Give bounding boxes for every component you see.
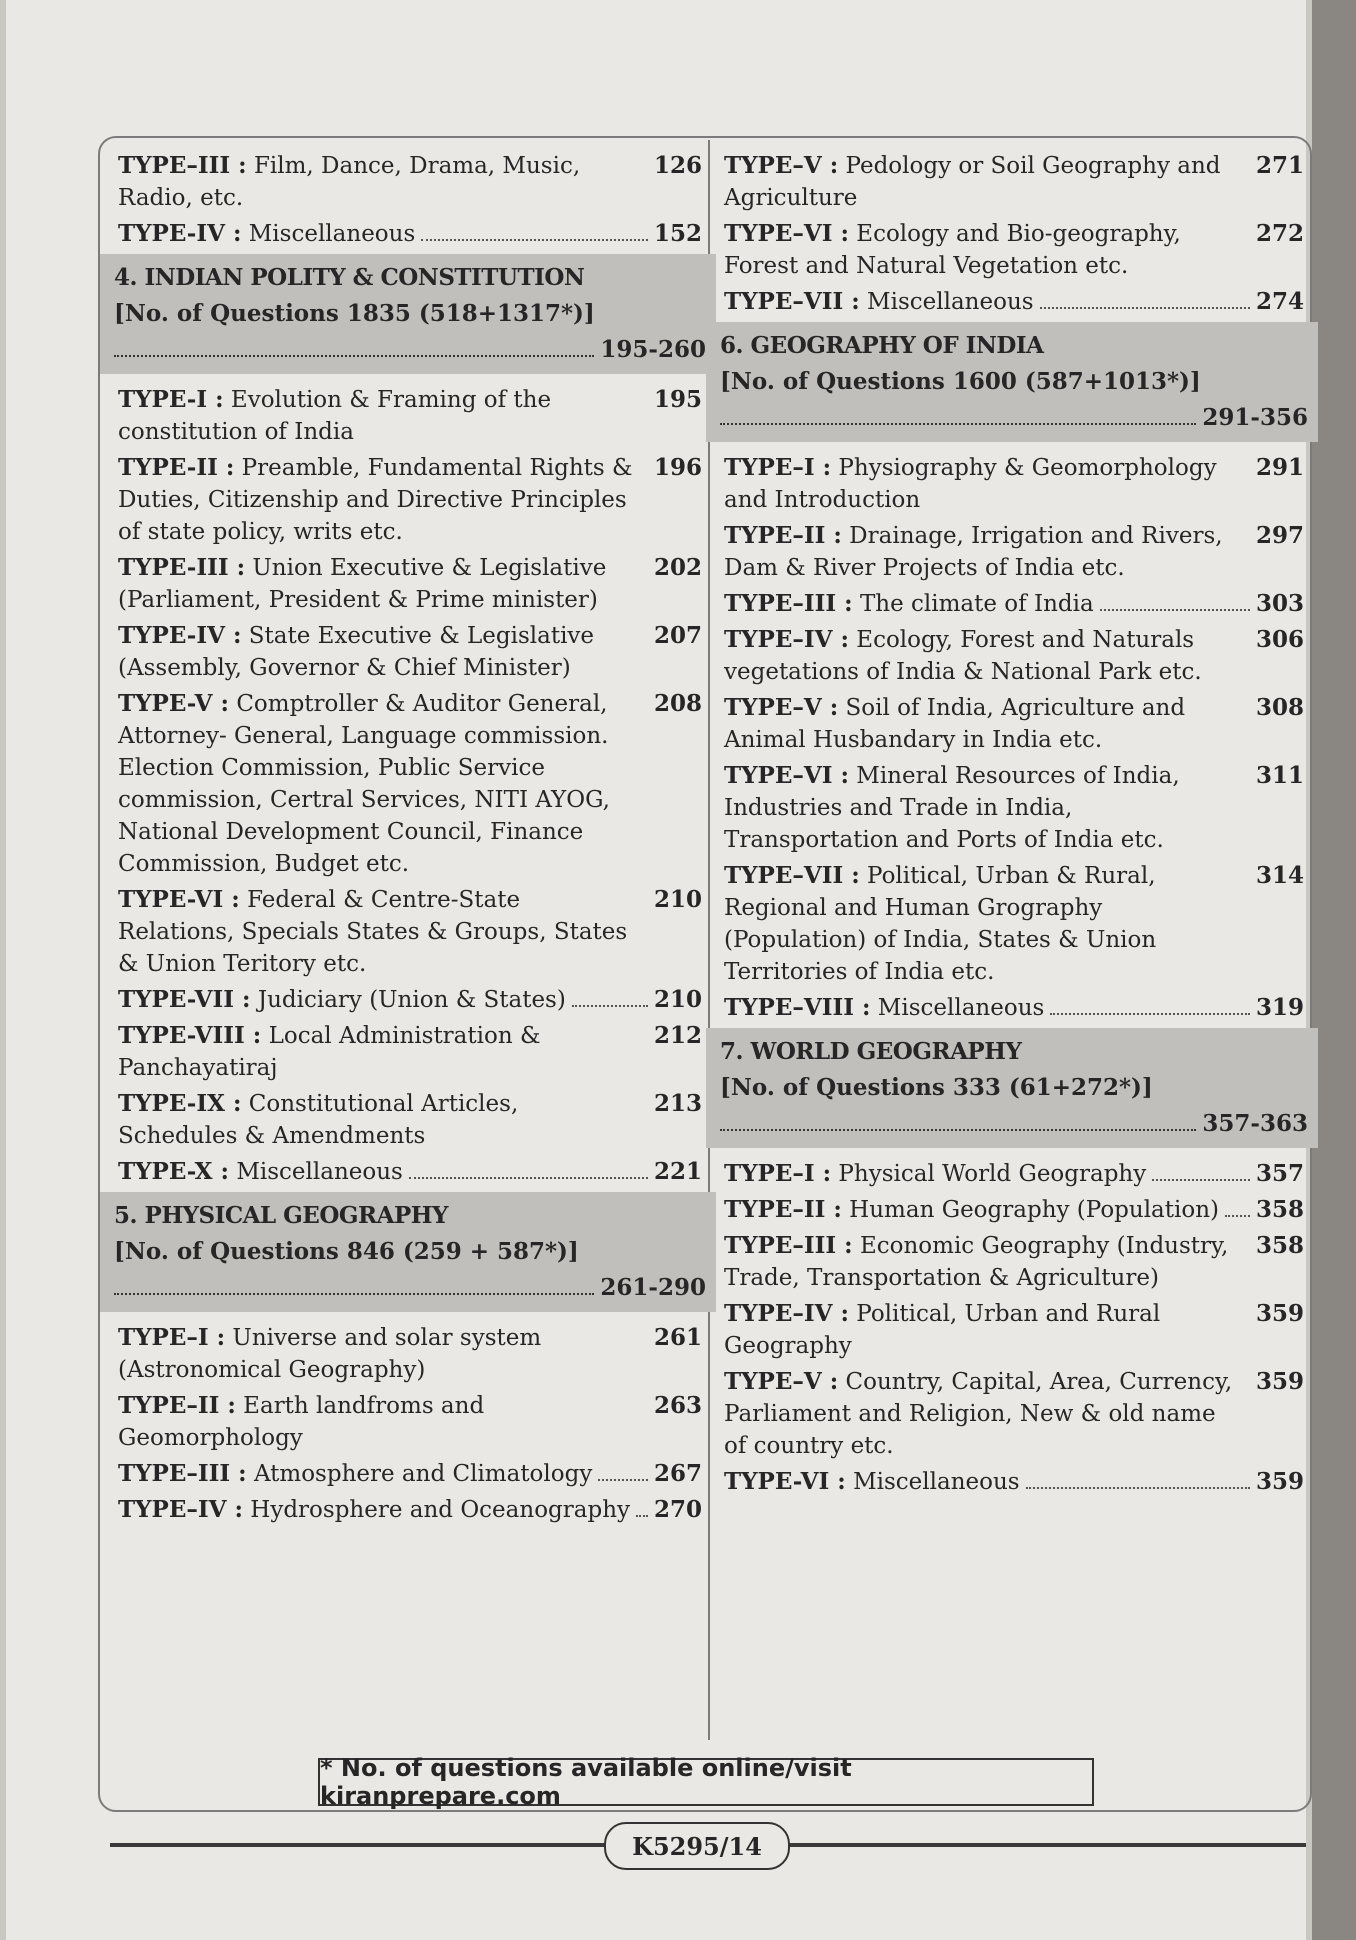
toc-entry-row: [118, 1088, 702, 1152]
section-header: [706, 322, 1318, 442]
section-title: 7. WORLD GEOGRAPHY: [720, 1038, 1022, 1065]
toc-page-number: 210: [653, 986, 702, 1013]
toc-entry-type: TYPE–VI :: [724, 220, 849, 247]
toc-entry-type: TYPE–III :: [118, 152, 247, 179]
toc-entry: [118, 384, 702, 448]
toc-page-number: 291: [1255, 454, 1304, 481]
toc-entry-title: Political, Urban & Rural, Regional and Human Grography (Population) of India, States & Union Territories of India etc.: [724, 863, 1157, 985]
toc-entry: [724, 452, 1304, 516]
toc-entry-row: [118, 1494, 702, 1526]
toc-entry-title: Comptroller & Auditor General, Attorney- General, Language commission. Election Commission, Public Service commission, Certral Services, NITI AYOG, National Development Council, Finance Commission, Budget etc.: [118, 691, 610, 877]
toc-entry-type: TYPE–IV :: [724, 626, 849, 653]
dot-leader: [720, 423, 1196, 425]
toc-entry-title: Physical World Geography: [831, 1161, 1147, 1187]
toc-entry-row: [724, 218, 1304, 282]
toc-entry-title: Universe and solar system (Astronomical Geography): [118, 1325, 542, 1383]
toc-entry: [724, 588, 1304, 620]
toc-entry-type: TYPE-III :: [118, 554, 246, 581]
toc-entry: [724, 520, 1304, 584]
section-page-range: 261-290: [600, 1274, 706, 1301]
toc-entry-row: [724, 860, 1304, 988]
toc-entry-title: Miscellaneous: [241, 221, 416, 247]
toc-entry-row: [118, 218, 702, 250]
toc-entry-type: TYPE-I :: [118, 386, 224, 413]
toc-entry: [724, 150, 1304, 214]
toc-entry-row: [724, 692, 1304, 756]
toc-entry-title: Country, Capital, Area, Currency, Parliament and Religion, New & old name of country etc.: [724, 1369, 1233, 1459]
section-question-count: [No. of Questions 1600 (587+1013*)]: [720, 368, 1201, 395]
toc-page-number: 357: [1255, 1160, 1304, 1187]
toc-entry-text: [724, 150, 1244, 214]
section-page-range-row: [720, 400, 1308, 436]
toc-entry-type: TYPE–II :: [724, 1196, 842, 1223]
toc-page-number: 207: [653, 622, 702, 649]
toc-entry-text: [118, 1020, 642, 1084]
toc-entry-text: [724, 1158, 1146, 1190]
toc-page-number: 314: [1255, 862, 1304, 889]
contents-right-column: [720, 150, 1308, 1502]
toc-entry-row: [118, 1458, 702, 1490]
toc-entry: [724, 218, 1304, 282]
toc-entry-title: Miscellaneous: [859, 289, 1034, 315]
toc-entry: [724, 624, 1304, 688]
section-question-count: [No. of Questions 1835 (518+1317*)]: [114, 300, 595, 327]
toc-entry-row: [724, 1158, 1304, 1190]
toc-entry-title: The climate of India: [852, 591, 1094, 617]
toc-page-number: 358: [1255, 1196, 1304, 1223]
toc-entry-type: TYPE–VI :: [724, 762, 849, 789]
toc-page-number: 303: [1255, 590, 1304, 617]
toc-entry-type: TYPE–V :: [724, 1368, 839, 1395]
toc-page-number: 213: [653, 1090, 702, 1117]
toc-entry-row: [118, 552, 702, 616]
section-header: [100, 1192, 716, 1312]
toc-page-number: 359: [1255, 1300, 1304, 1327]
toc-entry-text: [118, 620, 642, 684]
toc-entry: [118, 1020, 702, 1084]
toc-page-number: 267: [653, 1460, 702, 1487]
toc-page-number: 152: [653, 220, 702, 247]
dot-leader: [114, 355, 594, 357]
section-page-range-row: [114, 1270, 706, 1306]
toc-entry-text: [724, 1230, 1244, 1294]
section-title: 4. INDIAN POLITY & CONSTITUTION: [114, 264, 585, 291]
toc-entry: [118, 884, 702, 980]
toc-entry-type: TYPE-IV :: [118, 220, 242, 247]
toc-entry: [118, 1088, 702, 1152]
toc-entry-text: [118, 1322, 642, 1386]
toc-entry-text: [724, 218, 1244, 282]
toc-entry-row: [724, 1298, 1304, 1362]
toc-entry-type: TYPE–I :: [118, 1324, 226, 1351]
toc-entry-title: Union Executive & Legislative (Parliament, President & Prime minister): [118, 555, 607, 613]
toc-page-number: 308: [1255, 694, 1304, 721]
toc-entry-row: [118, 384, 702, 448]
toc-entry-text: [724, 1194, 1219, 1226]
toc-entry-title: Pedology or Soil Geography and Agriculture: [724, 153, 1221, 211]
toc-entry-title: Political, Urban and Rural Geography: [724, 1301, 1161, 1359]
toc-entry-type: TYPE–I :: [724, 1160, 832, 1187]
toc-page-number: 359: [1255, 1468, 1304, 1495]
toc-page-number: 196: [653, 454, 702, 481]
toc-entry: [724, 760, 1304, 856]
section-page-range: 357-363: [1202, 1110, 1308, 1137]
toc-entry: [724, 1466, 1304, 1498]
toc-page-number: 221: [653, 1158, 702, 1185]
toc-entry-type: TYPE–VII :: [724, 862, 860, 889]
dot-leader: [720, 1129, 1196, 1131]
toc-page-number: 319: [1255, 994, 1304, 1021]
dot-leader: [114, 1293, 594, 1295]
dot-leader: [572, 1005, 648, 1007]
toc-entry-text: [724, 286, 1034, 318]
toc-entry-row: [118, 1390, 702, 1454]
toc-entry-type: TYPE–VIII :: [724, 994, 871, 1021]
toc-entry-title: Soil of India, Agriculture and Animal Husbandary in India etc.: [724, 695, 1186, 753]
toc-entry-text: [724, 624, 1244, 688]
toc-entry-title: Miscellaneous: [845, 1469, 1020, 1495]
toc-entry-text: [118, 884, 642, 980]
toc-entry: [118, 688, 702, 880]
toc-entry-text: [118, 984, 566, 1016]
toc-entry-row: [724, 760, 1304, 856]
dot-leader: [1152, 1179, 1250, 1181]
section-title: 5. PHYSICAL GEOGRAPHY: [114, 1202, 448, 1229]
toc-entry-title: Drainage, Irrigation and Rivers, Dam & River Projects of India etc.: [724, 523, 1223, 581]
toc-entry-type: TYPE-X :: [118, 1158, 230, 1185]
toc-entry-type: TYPE-VII :: [118, 986, 251, 1013]
section-page-range-row: [720, 1106, 1308, 1142]
toc-entry-title: Mineral Resources of India, Industries and Trade in India, Transportation and Ports of India etc.: [724, 763, 1180, 853]
toc-entry-row: [118, 620, 702, 684]
toc-entry: [118, 1458, 702, 1490]
toc-page-number: 297: [1255, 522, 1304, 549]
section-page-range: 291-356: [1202, 404, 1308, 431]
toc-entry-title: Federal & Centre-State Relations, Specials States & Groups, States & Union Teritory etc.: [118, 887, 628, 977]
section-question-count: [No. of Questions 846 (259 + 587*)]: [114, 1238, 579, 1265]
contents-left-column: [114, 150, 706, 1530]
toc-entry-text: [118, 552, 642, 616]
toc-entry-type: TYPE–III :: [724, 590, 853, 617]
dot-leader: [598, 1479, 648, 1481]
toc-entry-type: TYPE-VIII :: [118, 1022, 262, 1049]
toc-entry-row: [118, 688, 702, 880]
toc-page-number: 359: [1255, 1368, 1304, 1395]
dot-leader: [636, 1515, 648, 1517]
toc-entry-text: [118, 688, 642, 880]
toc-entry-type: TYPE–V :: [724, 694, 839, 721]
toc-entry-title: Hydrosphere and Oceanography: [242, 1497, 631, 1523]
toc-entry-row: [724, 588, 1304, 620]
toc-page-number: 212: [653, 1022, 702, 1049]
toc-entry: [118, 984, 702, 1016]
toc-entry-title: Miscellaneous: [870, 995, 1045, 1021]
toc-entry-title: Judiciary (Union & States): [250, 987, 566, 1013]
toc-entry-type: TYPE–I :: [724, 454, 832, 481]
toc-entry-text: [724, 760, 1244, 856]
toc-entry-row: [724, 1366, 1304, 1462]
toc-entry: [724, 1194, 1304, 1226]
toc-page-number: 274: [1255, 288, 1304, 315]
toc-entry-title: Physiography & Geomorphology and Introduction: [724, 455, 1217, 513]
toc-entry-type: TYPE-VI :: [118, 886, 240, 913]
toc-entry-title: State Executive & Legislative (Assembly, Governor & Chief Minister): [118, 623, 595, 681]
toc-entry-text: [724, 860, 1244, 988]
toc-entry-title: Human Geography (Population): [841, 1197, 1220, 1223]
toc-entry-title: Preamble, Fundamental Rights & Duties, Citizenship and Directive Principles of state policy, writs etc.: [118, 455, 633, 545]
toc-entry-type: TYPE–IV :: [724, 1300, 849, 1327]
toc-entry-text: [118, 1458, 592, 1490]
toc-page-number: 272: [1255, 220, 1304, 247]
toc-entry-text: [724, 1466, 1020, 1498]
dot-leader: [1040, 307, 1250, 309]
footer-rule-right: [786, 1843, 1306, 1847]
section-question-count: [No. of Questions 333 (61+272*)]: [720, 1074, 1153, 1101]
next-page-edge: [1312, 0, 1356, 1940]
toc-page-number: 271: [1255, 152, 1304, 179]
toc-entry-text: [724, 1366, 1244, 1462]
toc-entry-text: [724, 992, 1044, 1024]
toc-entry-title: Local Administration & Panchayatiraj: [118, 1023, 541, 1081]
toc-page-number: 202: [653, 554, 702, 581]
toc-page-number: 126: [653, 152, 702, 179]
dot-leader: [1050, 1013, 1250, 1015]
toc-entry-text: [118, 1494, 630, 1526]
toc-entry-title: Ecology, Forest and Naturals vegetations of India & National Park etc.: [724, 627, 1202, 685]
toc-entry-title: Evolution & Framing of the constitution of India: [118, 387, 552, 445]
toc-entry-type: TYPE–II :: [118, 1392, 236, 1419]
toc-entry: [724, 286, 1304, 318]
toc-entry-text: [118, 1390, 642, 1454]
dot-leader: [409, 1177, 648, 1179]
toc-entry: [118, 1156, 702, 1188]
toc-entry-type: TYPE–III :: [724, 1232, 853, 1259]
toc-entry: [118, 452, 702, 548]
toc-entry-row: [118, 150, 702, 214]
toc-page-number: 358: [1255, 1232, 1304, 1259]
toc-entry-title: Constitutional Articles, Schedules & Amendments: [118, 1091, 519, 1149]
toc-entry: [118, 552, 702, 616]
dot-leader: [1100, 609, 1250, 611]
toc-entry: [118, 1494, 702, 1526]
toc-entry: [724, 992, 1304, 1024]
toc-entry: [118, 1322, 702, 1386]
toc-entry-text: [118, 1156, 403, 1188]
toc-entry-text: [118, 452, 642, 548]
toc-entry-type: TYPE-II :: [118, 454, 235, 481]
toc-entry-row: [724, 992, 1304, 1024]
toc-entry-row: [724, 1194, 1304, 1226]
toc-entry-row: [724, 150, 1304, 214]
online-questions-note: * No. of questions available online/visit kiranprepare.com: [318, 1758, 1094, 1806]
toc-entry-row: [724, 520, 1304, 584]
toc-page-number: 270: [653, 1496, 702, 1523]
toc-entry-type: TYPE–II :: [724, 522, 842, 549]
section-page-range-row: [114, 332, 706, 368]
toc-entry-row: [724, 624, 1304, 688]
toc-entry: [724, 1366, 1304, 1462]
toc-page-number: 208: [653, 690, 702, 717]
toc-entry-text: [118, 384, 642, 448]
toc-entry-row: [724, 452, 1304, 516]
toc-entry: [724, 1158, 1304, 1190]
toc-entry: [724, 1230, 1304, 1294]
page-code: K5295/14: [604, 1822, 790, 1870]
toc-entry-text: [118, 218, 415, 250]
footer-rule-left: [110, 1843, 604, 1847]
toc-entry-title: Atmosphere and Climatology: [246, 1461, 593, 1487]
toc-entry-text: [118, 150, 642, 214]
toc-entry-row: [118, 884, 702, 980]
toc-entry: [724, 860, 1304, 988]
toc-entry-text: [724, 1298, 1244, 1362]
toc-entry-type: TYPE–IV :: [118, 1496, 243, 1523]
toc-entry: [724, 1298, 1304, 1362]
toc-entry-title: Ecology and Bio-geography, Forest and Natural Vegetation etc.: [724, 221, 1181, 279]
toc-entry-text: [724, 452, 1244, 516]
section-header: [706, 1028, 1318, 1148]
toc-entry: [118, 620, 702, 684]
toc-entry-type: TYPE-IV :: [118, 622, 242, 649]
section-header: [100, 254, 716, 374]
toc-entry-row: [724, 286, 1304, 318]
toc-entry-row: [118, 1322, 702, 1386]
toc-entry-type: TYPE-V :: [118, 690, 230, 717]
toc-entry-type: TYPE–V :: [724, 152, 839, 179]
dot-leader: [1026, 1487, 1250, 1489]
toc-entry: [724, 692, 1304, 756]
toc-entry-title: Economic Geography (Industry, Trade, Transportation & Agriculture): [724, 1233, 1229, 1291]
toc-entry-title: Earth landfroms and Geomorphology: [118, 1393, 485, 1451]
toc-page-number: 306: [1255, 626, 1304, 653]
section-title: 6. GEOGRAPHY OF INDIA: [720, 332, 1044, 359]
toc-entry-text: [118, 1088, 642, 1152]
toc-page-number: 210: [653, 886, 702, 913]
toc-page-number: 195: [653, 386, 702, 413]
dot-leader: [421, 239, 648, 241]
toc-entry-row: [724, 1230, 1304, 1294]
toc-entry-type: TYPE-VI :: [724, 1468, 846, 1495]
toc-entry-title: Film, Dance, Drama, Music, Radio, etc.: [118, 153, 581, 211]
toc-entry-type: TYPE–VII :: [724, 288, 860, 315]
toc-entry: [118, 150, 702, 214]
toc-entry-type: TYPE–III :: [118, 1460, 247, 1487]
toc-entry-title: Miscellaneous: [229, 1159, 403, 1185]
toc-entry-row: [724, 1466, 1304, 1498]
toc-entry-type: TYPE-IX :: [118, 1090, 242, 1117]
toc-entry: [118, 218, 702, 250]
toc-entry-text: [724, 520, 1244, 584]
toc-page-number: 311: [1255, 762, 1304, 789]
toc-entry-row: [118, 1020, 702, 1084]
toc-entry-row: [118, 984, 702, 1016]
toc-page-number: 263: [653, 1392, 702, 1419]
toc-entry-row: [118, 452, 702, 548]
dot-leader: [1225, 1215, 1250, 1217]
section-page-range: 195-260: [600, 336, 706, 363]
toc-entry: [118, 1390, 702, 1454]
toc-entry-row: [118, 1156, 702, 1188]
toc-entry-text: [724, 692, 1244, 756]
toc-page-number: 261: [653, 1324, 702, 1351]
toc-entry-text: [724, 588, 1094, 620]
